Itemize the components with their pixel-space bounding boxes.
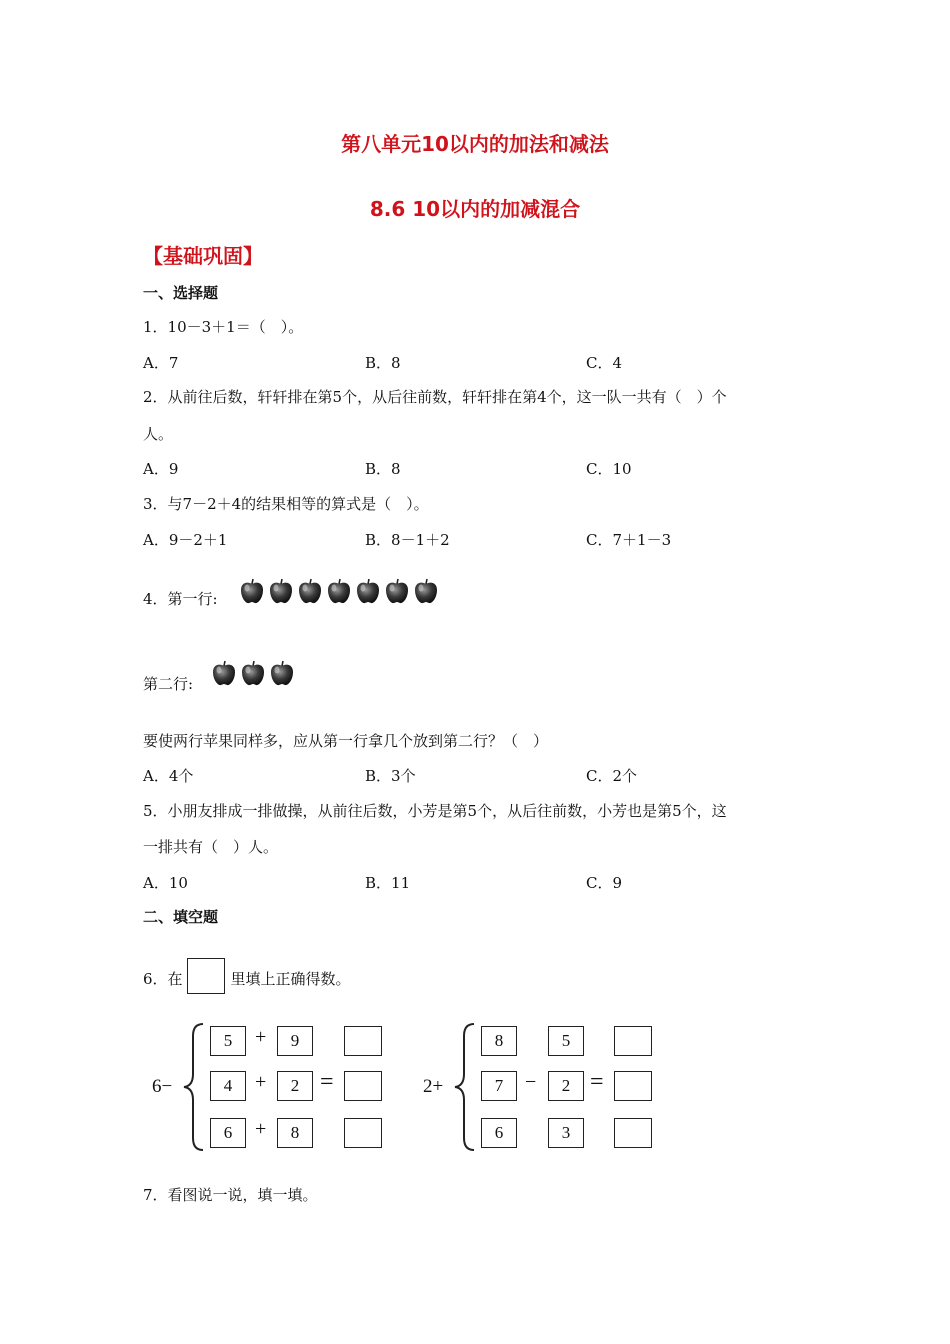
left-row3-operator: +	[255, 1118, 267, 1140]
apple-icon	[325, 577, 353, 605]
right-brace-icon	[452, 1022, 480, 1152]
q2-option-b: B．8	[365, 460, 401, 478]
question-2-line1: 2．从前往后数，轩轩排在第5个，从后往前数，轩轩排在第4个，这一队一共有（ ）个	[143, 388, 727, 406]
right-row2-operator: −	[525, 1071, 537, 1093]
q5-option-a: A．10	[143, 874, 188, 892]
apple-icon	[239, 659, 267, 687]
right-row1-answer-input[interactable]	[614, 1026, 652, 1056]
apple-icon	[268, 659, 296, 687]
apple-icon	[354, 577, 382, 605]
q4-option-c: C．2个	[586, 767, 638, 785]
question-5-line2: 一排共有（ ）人。	[143, 838, 279, 856]
left-row1-operand1: 5	[210, 1026, 246, 1056]
q6-right-prefix: 2+	[423, 1076, 444, 1097]
right-row3-answer-input[interactable]	[614, 1118, 652, 1148]
question-3: 3．与7－2＋4的结果相等的算式是（ ）。	[143, 495, 429, 513]
question-4-row1-label: 4．第一行:	[143, 590, 218, 608]
left-row3-operand1: 6	[210, 1118, 246, 1148]
q2-option-c: C．10	[586, 460, 632, 478]
left-row1-operand2: 9	[277, 1026, 313, 1056]
left-row1-answer-input[interactable]	[344, 1026, 382, 1056]
q3-option-c: C．7＋1－3	[586, 531, 672, 549]
q5-option-c: C．9	[586, 874, 623, 892]
q1-option-b: B．8	[365, 354, 401, 372]
left-row3-operand2: 8	[277, 1118, 313, 1148]
apple-icon	[296, 577, 324, 605]
left-row2-operator: +	[255, 1071, 267, 1093]
right-row3-operand1: 6	[481, 1118, 517, 1148]
part2-heading: 二、填空题	[143, 908, 219, 926]
q5-option-b: B．11	[365, 874, 411, 892]
apple-icon	[238, 577, 266, 605]
apple-row-2	[210, 659, 296, 687]
right-row2-answer-input[interactable]	[614, 1071, 652, 1101]
left-equals-sign: =	[320, 1069, 334, 1095]
q4-option-b: B．3个	[365, 767, 416, 785]
q4-option-a: A．4个	[143, 767, 194, 785]
q3-option-a: A．9－2＋1	[143, 531, 228, 549]
q2-option-a: A．9	[143, 460, 179, 478]
q1-option-c: C．4	[586, 354, 623, 372]
right-equals-sign: =	[590, 1069, 604, 1095]
apple-icon	[412, 577, 440, 605]
question-6	[143, 962, 351, 998]
q6-stem-prefix: 6．在	[143, 970, 183, 988]
question-4-row2-label: 第二行:	[143, 675, 194, 693]
answer-box-example	[187, 958, 225, 994]
question-4-text: 要使两行苹果同样多，应从第一行拿几个放到第二行？（ ）	[143, 732, 549, 750]
apple-row-1	[238, 577, 440, 605]
right-row1-operand1: 8	[481, 1026, 517, 1056]
apple-icon	[210, 659, 238, 687]
apple-icon	[267, 577, 295, 605]
right-row3-operand2: 3	[548, 1118, 584, 1148]
q6-stem-suffix: 里填上正确得数。	[230, 970, 351, 988]
page-title: 第八单元10以内的加法和减法	[341, 132, 609, 156]
right-row1-operand2: 5	[548, 1026, 584, 1056]
question-1: 1．10－3＋1＝（ ）。	[143, 318, 304, 336]
q1-option-a: A．7	[143, 354, 179, 372]
left-row3-answer-input[interactable]	[344, 1118, 382, 1148]
q3-option-b: B．8－1＋2	[365, 531, 450, 549]
right-row2-operand1: 7	[481, 1071, 517, 1101]
left-row1-operator: +	[255, 1026, 267, 1048]
page-subtitle: 8.6 10以内的加减混合	[369, 197, 581, 221]
right-row2-operand2: 2	[548, 1071, 584, 1101]
part1-heading: 一、选择题	[143, 284, 219, 302]
question-2-line2: 人。	[143, 425, 174, 443]
left-row2-operand2: 2	[277, 1071, 313, 1101]
left-row2-operand1: 4	[210, 1071, 246, 1101]
left-row2-answer-input[interactable]	[344, 1071, 382, 1101]
question-7: 7．看图说一说，填一填。	[143, 1186, 318, 1204]
left-brace-icon	[181, 1022, 209, 1152]
apple-icon	[383, 577, 411, 605]
section-basic-label: 【基础巩固】	[143, 244, 263, 268]
question-5-line1: 5．小朋友排成一排做操，从前往后数，小芳是第5个，从后往前数，小芳也是第5个，这	[143, 802, 727, 820]
q6-left-prefix: 6−	[152, 1076, 173, 1097]
